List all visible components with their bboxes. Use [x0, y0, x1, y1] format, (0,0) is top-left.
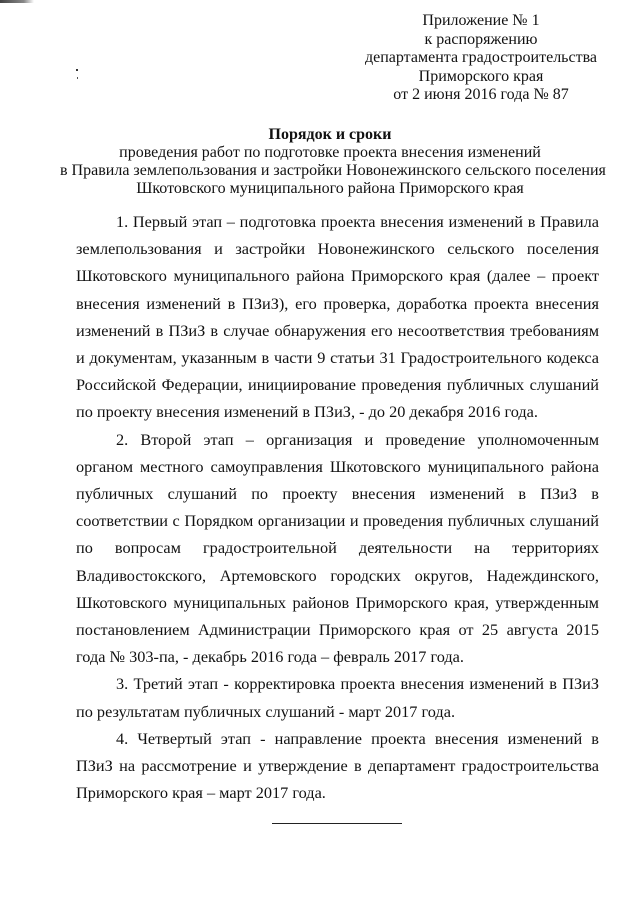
annex-number: Приложение № 1	[422, 12, 540, 29]
scan-speck	[77, 77, 78, 79]
annex-header	[350, 12, 612, 105]
annex-order-ref: к распоряжению	[424, 30, 538, 48]
scan-corner-mark	[0, 0, 34, 3]
document-body	[76, 208, 599, 806]
title-line: проведения работ по подготовке проекта внесения изменений	[119, 144, 541, 161]
title-heading: Порядок и сроки	[268, 126, 392, 143]
scan-speck	[76, 69, 78, 71]
document-title	[60, 126, 606, 198]
annex-department: департамента градостроительства	[364, 49, 598, 66]
stage-4-paragraph: 4. Четвертый этап - направление проекта внесения изменений в ПЗиЗ на рассмотрение и утверждение в департамент градостроительства Приморского края – март 2017 года.	[76, 728, 599, 803]
annex-region: Приморского края	[418, 67, 544, 85]
stage-3-paragraph: 3. Третий этап - корректировка проекта внесения изменений в ПЗиЗ по результатам публичных слушаний - март 2017 года.	[76, 674, 599, 721]
title-line: в Правила землепользования и застройки Новонежинского сельского поселения	[60, 162, 606, 179]
annex-date: от 2 июня 2016 года № 87	[393, 86, 569, 103]
title-line: Шкотовского муниципального района Приморского края	[136, 180, 524, 197]
stage-1-paragraph: 1. Первый этап – подготовка проекта внесения изменений в Правила землепользования и застройки Новонежинского сельского поселения Шкотовского муниципального района Приморского края (далее – проект внесения изменений в ПЗиЗ), его проверка, доработка проекта внесения изменений в ПЗиЗ в случае обнаружения его несоответствия требованиям и документам, указанным в части 9 статьи 31 Градостроительного кодекса Российской Федерации, инициирование проведения публичных слушаний по проекту внесения изменений в ПЗиЗ, - до 20 декабря 2016 года.	[76, 212, 599, 422]
stage-2-paragraph: 2. Второй этап – организация и проведение уполномоченным органом местного самоуправления Шкотовского муниципального района публичных слушаний по проекту внесения изменений в ПЗиЗ в соответствии с Порядком организации и проведения публичных слушаний по вопросам градостроительной деятельности на территориях Владивостокского, Артемовского городских округов, Надеждинского, Шкотовского муниципальных районов Приморского края, утвержденным постановлением Администрации Приморского края от 25 августа 2015 года № 303-па, - декабрь 2016 года – февраль 2017 года.	[76, 429, 599, 667]
closing-rule	[272, 823, 402, 824]
